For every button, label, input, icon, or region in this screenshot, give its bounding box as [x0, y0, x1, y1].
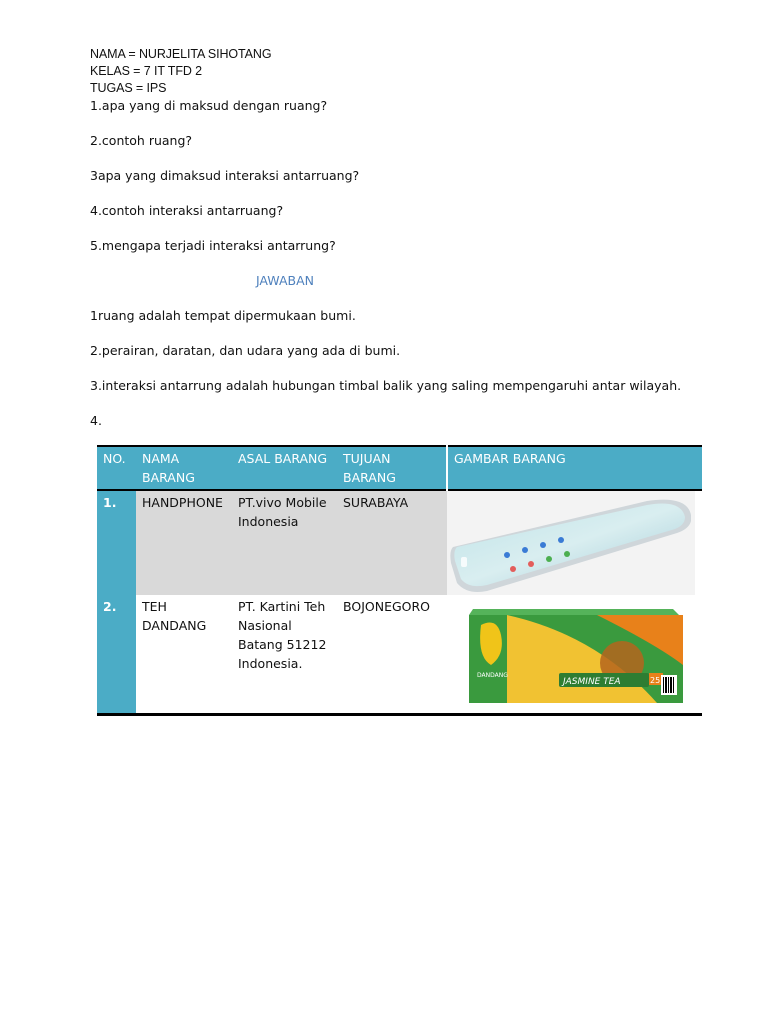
student-name: NAMA = NURJELITA SIHOTANG	[90, 47, 272, 61]
item-origin: PT. Kartini Teh Nasional Batang 51212 Indonesia.	[238, 599, 327, 671]
answer-4: 4.	[90, 413, 102, 428]
student-class: KELAS = 7 IT TFD 2	[90, 64, 203, 78]
item-origin: PT.vivo Mobile Indonesia	[232, 490, 337, 595]
question-2: 2.contoh ruang?	[90, 133, 193, 148]
header-asal-barang: ASAL BARANG	[232, 446, 337, 490]
tea-box-image	[447, 595, 695, 713]
table-header-row	[97, 446, 702, 490]
goods-table	[97, 445, 702, 716]
question-3: 3apa yang dimaksud interaksi antarruang?	[90, 168, 360, 183]
row-number: 2.	[97, 595, 136, 715]
item-name: HANDPHONE	[136, 490, 232, 595]
row-number: 1.	[97, 490, 136, 595]
header-no: NO.	[97, 446, 136, 490]
question-1: 1.apa yang di maksud dengan ruang?	[90, 98, 328, 113]
question-5: 5.mengapa terjadi interaksi antarrung?	[90, 238, 336, 253]
answer-1: 1ruang adalah tempat dipermukaan bumi.	[90, 308, 356, 323]
smartphone-image	[447, 491, 695, 595]
item-destination: SURABAYA	[337, 490, 447, 595]
table-row	[97, 595, 702, 715]
header-tujuan-barang: TUJUAN BARANG	[337, 446, 447, 490]
answer-3: 3.interaksi antarrung adalah hubungan timbal balik yang saling mempengaruhi antar wilayah.	[90, 378, 682, 393]
item-name: TEH DANDANG	[142, 599, 207, 633]
header-gambar-barang: GAMBAR BARANG	[447, 446, 702, 490]
svg-text:JASMINE TEA: JASMINE TEA	[563, 677, 621, 687]
answers-heading: JAWABAN	[255, 273, 315, 288]
table-row	[97, 490, 702, 595]
item-image-cell	[447, 490, 702, 595]
svg-text:25: 25	[650, 676, 661, 685]
document-body	[90, 46, 710, 429]
answer-2: 2.perairan, daratan, dan udara yang ada di bumi.	[90, 343, 401, 358]
header-nama-barang: NAMA BARANG	[136, 446, 232, 490]
item-destination: BOJONEGORO	[343, 599, 431, 614]
item-image-cell	[447, 595, 702, 715]
assignment-subject: TUGAS = IPS	[90, 81, 167, 95]
svg-text:DANDANG: DANDANG	[477, 672, 508, 679]
question-4: 4.contoh interaksi antarruang?	[90, 203, 284, 218]
